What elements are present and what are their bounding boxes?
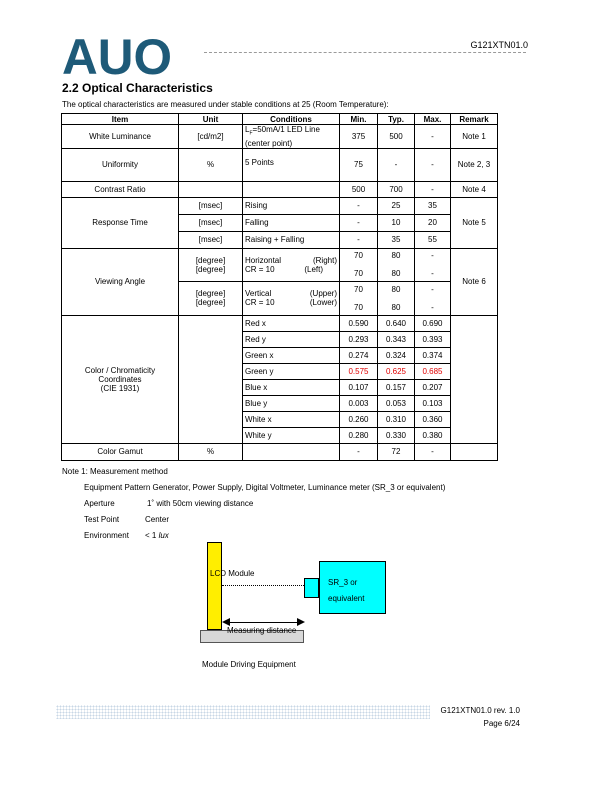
unit-line: [degree] <box>195 298 226 308</box>
condition-cell: Raising + Falling <box>243 231 340 248</box>
header-typ: Typ. <box>378 114 415 125</box>
value-line: - <box>431 251 434 261</box>
max-cell <box>415 248 451 281</box>
typ-cell: 25 <box>378 197 415 214</box>
max-cell: 55 <box>415 231 451 248</box>
min-cell: 0.003 <box>340 395 378 411</box>
note1-test-point-label: Test Point <box>84 515 120 524</box>
typ-cell: 0.053 <box>378 395 415 411</box>
table-row <box>62 181 498 197</box>
lcd-module-label: LCD Module <box>210 569 255 578</box>
condition-cell: 5 Points <box>243 148 340 181</box>
min-cell: - <box>340 231 378 248</box>
value-line: 70 <box>354 302 363 312</box>
unit-cell <box>179 248 243 281</box>
typ-cell: 0.343 <box>378 331 415 347</box>
arrow-left-icon <box>222 618 230 626</box>
cond-label: CR = 10 <box>245 298 275 308</box>
optical-axis-line <box>222 585 304 586</box>
optical-characteristics-table <box>61 113 498 461</box>
typ-cell: 0.625 <box>378 363 415 379</box>
condition-cell: Red x <box>243 315 340 331</box>
cond-center: (center point) <box>245 138 293 148</box>
table-row <box>62 125 498 149</box>
item-cell <box>62 315 179 443</box>
remark-cell <box>451 443 498 460</box>
note1-test-point-value: Center <box>145 515 170 524</box>
max-cell: 0.393 <box>415 331 451 347</box>
header-unit: Unit <box>179 114 243 125</box>
value-line: - <box>431 284 434 294</box>
condition-cell: $L_F=50mA/1$ LED Line (center point) <box>243 125 340 149</box>
condition-cell: Green y <box>243 363 340 379</box>
max-cell: - <box>415 125 451 149</box>
unit-cell: [msec] <box>179 197 243 214</box>
typ-cell: 0.157 <box>378 379 415 395</box>
luminance-meter <box>319 561 386 614</box>
condition-cell: Blue y <box>243 395 340 411</box>
min-cell: - <box>340 443 378 460</box>
remark-cell: Note 2, 3 <box>451 148 498 181</box>
table-header-row <box>62 114 498 125</box>
cond-label: CR = 10 <box>245 264 275 274</box>
header-divider <box>204 52 526 53</box>
min-cell: 0.274 <box>340 347 378 363</box>
footer-page-number: Page 6/24 <box>483 719 520 728</box>
header-remark: Remark <box>451 114 498 125</box>
condition-cell <box>243 248 340 281</box>
min-cell: 75 <box>340 148 378 181</box>
condition-cell: Red y <box>243 331 340 347</box>
table-row <box>62 443 498 460</box>
unit-cell: [msec] <box>179 214 243 231</box>
section-intro: The optical characteristics are measured under stable conditions at 25 (Room Temperature): <box>62 100 389 109</box>
max-cell: 0.103 <box>415 395 451 411</box>
item-cell: Response Time <box>62 197 179 248</box>
min-cell <box>340 281 378 315</box>
min-cell: - <box>340 214 378 231</box>
note1-environment-label: Environment <box>84 531 129 540</box>
condition-cell: White x <box>243 411 340 427</box>
header-item: Item <box>62 114 179 125</box>
value-line: 70 <box>354 251 363 261</box>
condition-cell <box>243 281 340 315</box>
typ-cell: 700 <box>378 181 415 197</box>
item-line: (CIE 1931) <box>100 383 140 393</box>
value-line: 80 <box>391 302 401 312</box>
item-cell: White Luminance <box>62 125 179 149</box>
remark-cell: Note 4 <box>451 181 498 197</box>
typ-cell: 0.330 <box>378 427 415 443</box>
note1-title: Note 1: Measurement method <box>62 467 168 476</box>
min-cell: 375 <box>340 125 378 149</box>
min-cell: 0.575 <box>340 363 378 379</box>
unit-cell: % <box>179 148 243 181</box>
footer-divider <box>56 705 430 719</box>
unit-line: [degree] <box>195 289 226 299</box>
typ-cell: 0.324 <box>378 347 415 363</box>
item-cell: Viewing Angle <box>62 248 179 315</box>
max-cell: 0.690 <box>415 315 451 331</box>
cond-label: Horizontal <box>245 255 282 265</box>
condition-cell: Blue x <box>243 379 340 395</box>
min-cell: 0.107 <box>340 379 378 395</box>
item-line: Color / Chromaticity <box>84 365 156 375</box>
typ-cell: 72 <box>378 443 415 460</box>
condition-cell: White y <box>243 427 340 443</box>
value-line: - <box>431 269 434 279</box>
max-cell: - <box>415 181 451 197</box>
environment-value: < 1 <box>145 531 157 540</box>
table-row <box>62 148 498 181</box>
item-cell: Uniformity <box>62 148 179 181</box>
table-row <box>62 248 498 281</box>
cond-label: Vertical <box>245 289 272 299</box>
value-line: 70 <box>354 284 363 294</box>
typ-cell: 0.640 <box>378 315 415 331</box>
note1-environment-value <box>145 531 169 540</box>
max-cell: 0.360 <box>415 411 451 427</box>
value-line: 80 <box>391 251 401 261</box>
typ-cell: 0.310 <box>378 411 415 427</box>
cond-l: L <box>245 125 250 134</box>
item-cell: Color Gamut <box>62 443 179 460</box>
header-conditions: Conditions <box>243 114 340 125</box>
value-line: 80 <box>391 269 401 279</box>
condition-cell: Green x <box>243 347 340 363</box>
unit-cell: [msec] <box>179 231 243 248</box>
logo-text: AUO <box>62 34 172 78</box>
unit-cell <box>179 281 243 315</box>
cond-dir: (Right) <box>312 255 337 265</box>
unit-cell: [cd/m2] <box>179 125 243 149</box>
unit-cell: % <box>179 443 243 460</box>
remark-cell: Note 1 <box>451 125 498 149</box>
max-cell: - <box>415 148 451 181</box>
meter-label-line2: equivalent <box>328 594 365 603</box>
cond-dir: (Left) <box>304 264 323 274</box>
header-min: Min. <box>340 114 378 125</box>
note1-aperture-value: 1˚ with 50cm viewing distance <box>147 499 254 508</box>
table-row <box>62 315 498 331</box>
remark-cell: Note 6 <box>451 248 498 315</box>
max-cell: 0.374 <box>415 347 451 363</box>
driving-equipment-label: Module Driving Equipment <box>202 660 296 669</box>
condition-cell <box>243 181 340 197</box>
min-cell: 500 <box>340 181 378 197</box>
max-cell: 20 <box>415 214 451 231</box>
condition-cell: Rising <box>243 197 340 214</box>
table-row <box>62 197 498 214</box>
remark-cell <box>451 315 498 443</box>
note1-equipment: Equipment Pattern Generator, Power Supply, Digital Voltmeter, Luminance meter (SR_3 or equivalent) <box>84 483 446 492</box>
min-cell: 0.590 <box>340 315 378 331</box>
max-cell: 0.207 <box>415 379 451 395</box>
lcd-module-panel <box>207 542 222 630</box>
environment-unit: lux <box>158 531 169 540</box>
remark-cell: Note 5 <box>451 197 498 248</box>
max-cell: 0.685 <box>415 363 451 379</box>
distance-arrow-line <box>224 622 303 623</box>
item-cell: Contrast Ratio <box>62 181 179 197</box>
min-cell: - <box>340 197 378 214</box>
max-cell: - <box>415 443 451 460</box>
min-cell: 0.260 <box>340 411 378 427</box>
note1-aperture-label: Aperture <box>84 499 115 508</box>
condition-cell <box>243 443 340 460</box>
typ-cell: - <box>378 148 415 181</box>
header-doc-id: G121XTN01.0 <box>470 40 528 50</box>
value-line: - <box>431 302 434 312</box>
header-max: Max. <box>415 114 451 125</box>
unit-line: [degree] <box>195 264 226 274</box>
cond-main: =50mA/1 LED Line <box>252 125 320 134</box>
unit-cell <box>179 181 243 197</box>
value-line: 80 <box>391 284 401 294</box>
typ-cell: 35 <box>378 231 415 248</box>
typ-cell <box>378 281 415 315</box>
footer-doc-rev: G121XTN01.0 rev. 1.0 <box>440 706 520 715</box>
cond-dir: (Lower) <box>309 298 337 308</box>
max-cell: 0.380 <box>415 427 451 443</box>
typ-cell <box>378 248 415 281</box>
section-title: 2.2 Optical Characteristics <box>62 81 213 95</box>
min-cell <box>340 248 378 281</box>
max-cell <box>415 281 451 315</box>
min-cell: 0.293 <box>340 331 378 347</box>
item-line: Coordinates <box>98 374 142 384</box>
value-line: 70 <box>354 269 363 279</box>
unit-line: [degree] <box>195 255 226 265</box>
min-cell: 0.280 <box>340 427 378 443</box>
cond-dir: (Upper) <box>309 289 337 299</box>
measuring-distance-label: Measuring distance <box>227 626 297 635</box>
meter-label-line1: SR_3 or <box>328 578 358 587</box>
typ-cell: 500 <box>378 125 415 149</box>
arrow-right-icon <box>297 618 305 626</box>
typ-cell: 10 <box>378 214 415 231</box>
unit-cell <box>179 315 243 443</box>
meter-lens <box>304 578 319 598</box>
condition-cell: Falling <box>243 214 340 231</box>
max-cell: 35 <box>415 197 451 214</box>
auo-logo <box>62 34 174 78</box>
